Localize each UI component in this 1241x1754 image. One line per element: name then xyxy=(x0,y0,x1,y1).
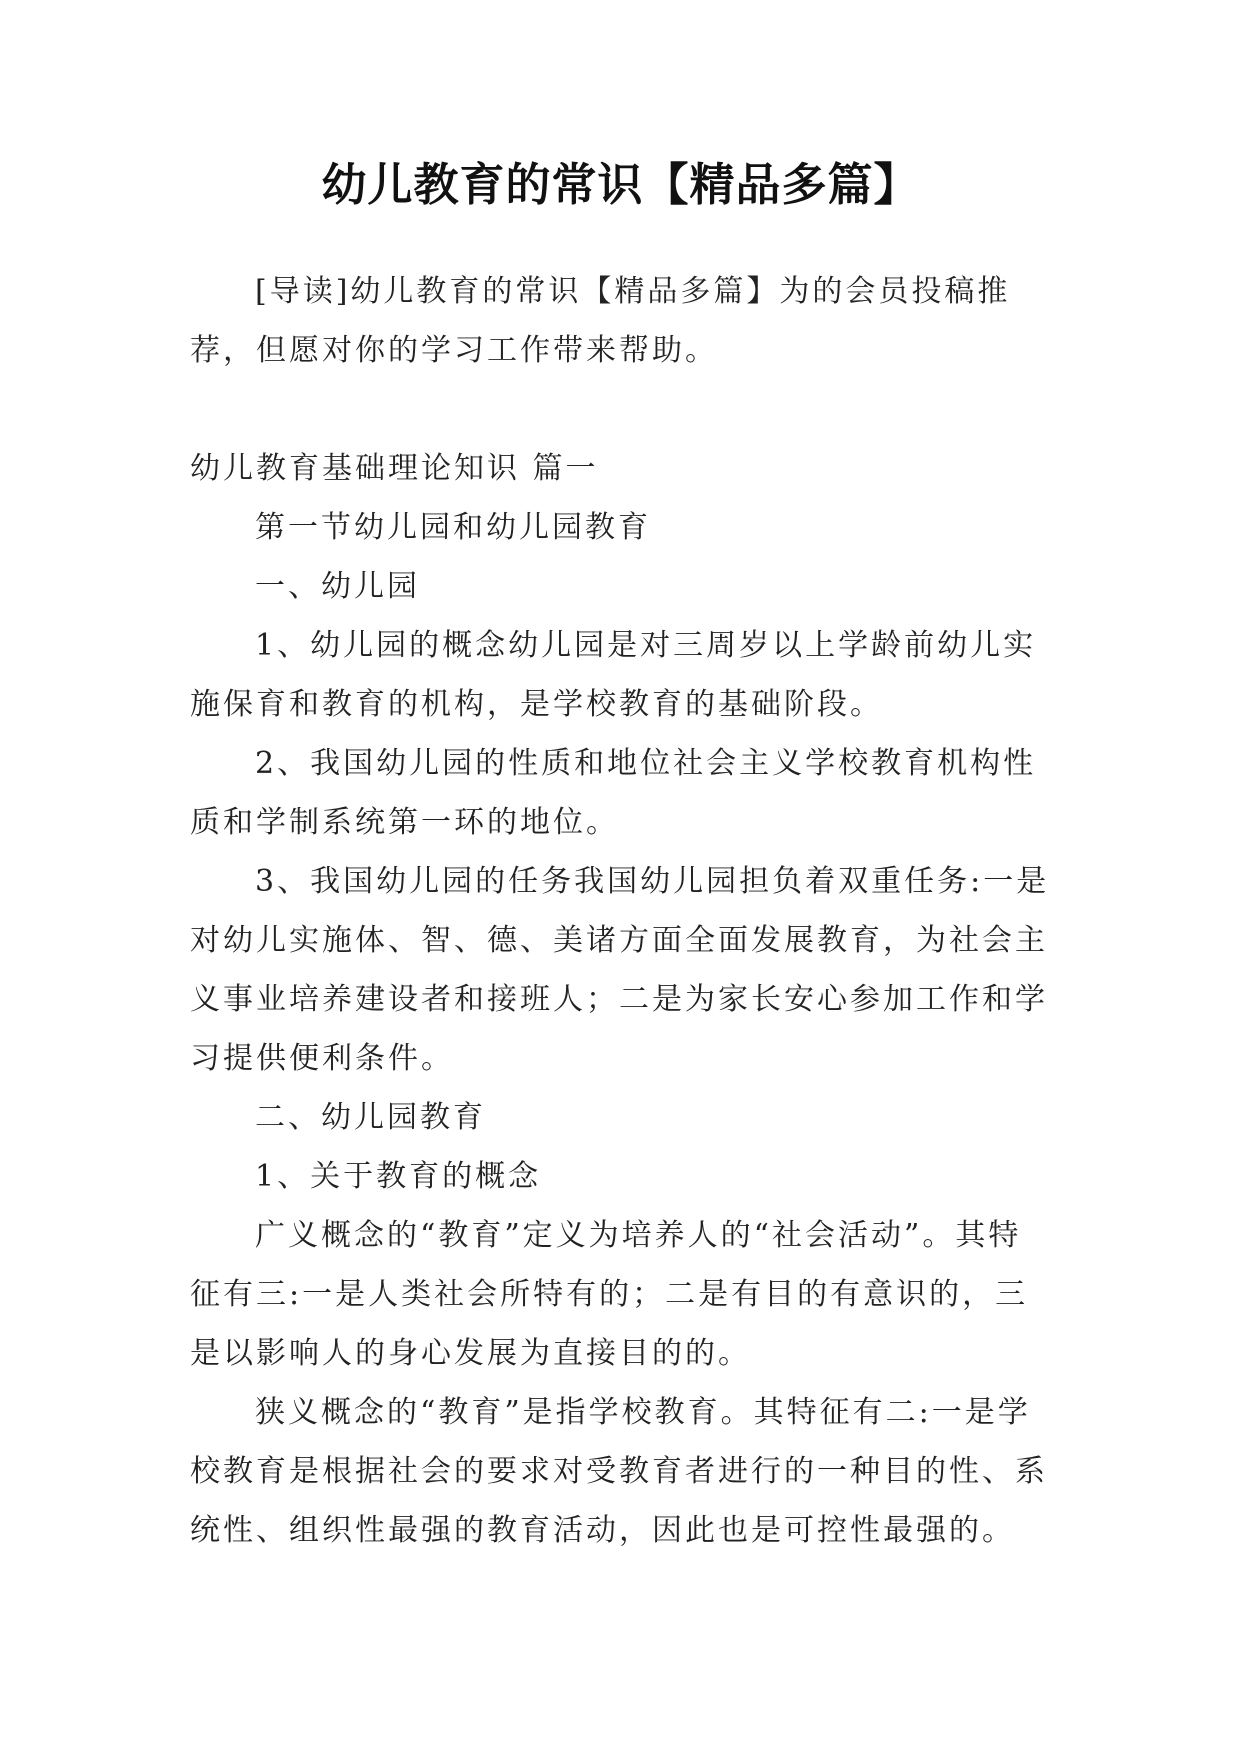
intro-paragraph: [导读]幼儿教育的常识【精品多篇】为的会员投稿推荐，但愿对你的学习工作带来帮助。 xyxy=(190,274,1011,368)
paragraph-concept: 1、幼儿园的概念幼儿园是对三周岁以上学龄前幼儿实施保育和教育的机构，是学校教育的基础阶段。 xyxy=(190,628,1037,722)
subheading-kindergarten-education: 二、幼儿园教育 xyxy=(255,1100,486,1135)
paragraph-spacer xyxy=(190,380,1050,439)
paragraph-tasks: 3、我国幼儿园的任务我国幼儿园担负着双重任务:一是对幼儿实施体、智、德、美诸方面全面发展教育，为社会主义事业培养建设者和接班人；二是为家长安心参加工作和学习提供便利条件。 xyxy=(190,864,1050,1076)
paragraph-education-concept-heading: 1、关于教育的概念 xyxy=(255,1159,542,1194)
paragraph-nature: 2、我国幼儿园的性质和地位社会主义学校教育机构性质和学制系统第一环的地位。 xyxy=(190,746,1037,840)
paragraph-narrow-concept: 狭义概念的“教育”是指学校教育。其特征有二:一是学校教育是根据社会的要求对受教育者进行的一种目的性、系统性、组织性最强的教育活动，因此也是可控性最强的。 xyxy=(190,1395,1048,1548)
document-title: 幼儿教育的常识【精品多篇】 xyxy=(321,158,920,211)
paragraph-broad-concept: 广义概念的“教育”定义为培养人的“社会活动”。其特征有三:一是人类社会所特有的；二是有目的有意识的，三是以影响人的身心发展为直接目的的。 xyxy=(190,1218,1029,1371)
subheading-kindergarten: 一、幼儿园 xyxy=(255,569,420,604)
subsection-title: 第一节幼儿园和幼儿园教育 xyxy=(255,510,651,545)
section-heading: 幼儿教育基础理论知识 篇一 xyxy=(190,451,599,486)
document-body xyxy=(190,262,1050,1560)
